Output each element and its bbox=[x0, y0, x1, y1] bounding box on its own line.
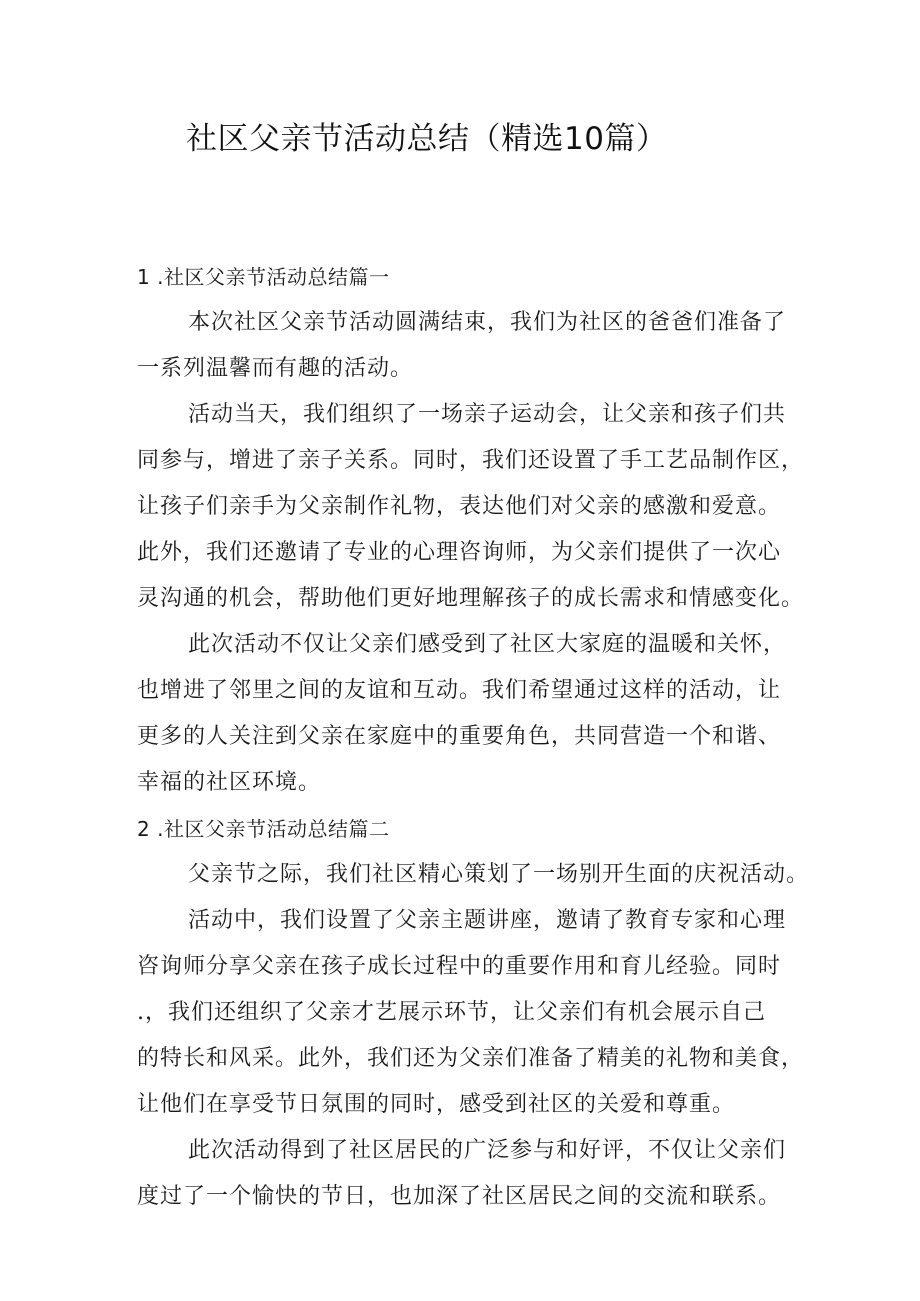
paragraph bbox=[137, 300, 789, 392]
text-line: 同参与，增进了亲子关系。同时，我们还设置了手工艺品制作区， bbox=[137, 448, 805, 473]
paragraph bbox=[137, 622, 789, 806]
text-line: 本次社区父亲节活动圆满结束，我们为社区的爸爸们准备了 bbox=[188, 310, 787, 335]
section-heading: 2 .社区父亲节活动总结篇二 bbox=[137, 817, 390, 841]
paragraph bbox=[137, 852, 810, 898]
text-line: 灵沟通的机会，帮助他们更好地理解孩子的成长需求和情感变化。 bbox=[137, 586, 805, 611]
text-line: 一系列温馨而有趣的活动。 bbox=[137, 356, 414, 381]
paragraph bbox=[137, 392, 805, 622]
text-line: 让他们在享受节日氛围的同时，感受到社区的关爱和尊重。 bbox=[137, 1092, 736, 1117]
text-line: 度过了一个愉快的节日，也加深了社区居民之间的交流和联系。 bbox=[137, 1184, 782, 1209]
paragraph bbox=[137, 1128, 789, 1220]
text-line: 父亲节之际，我们社区精心策划了一场别开生面的庆祝活动。 bbox=[188, 862, 810, 887]
text-line: 的特长和风采。此外，我们还为父亲们准备了精美的礼物和美食， bbox=[137, 1046, 805, 1071]
text-line: 也增进了邻里之间的友谊和互动。我们希望通过这样的活动，让 bbox=[137, 678, 782, 703]
text-line: 让孩子们亲手为父亲制作礼物，表达他们对父亲的感激和爱意。 bbox=[137, 494, 782, 519]
text-line: 此次活动得到了社区居民的广泛参与和好评，不仅让父亲们 bbox=[188, 1138, 787, 1163]
text-line: 幸福的社区环境。 bbox=[137, 770, 322, 795]
document-body bbox=[137, 254, 810, 1220]
text-line: 此外，我们还邀请了专业的心理咨询师，为父亲们提供了一次心 bbox=[137, 540, 782, 565]
text-line: 活动当天，我们组织了一场亲子运动会，让父亲和孩子们共 bbox=[188, 402, 787, 427]
section-heading: 1 .社区父亲节活动总结篇一 bbox=[137, 265, 390, 289]
paragraph bbox=[137, 898, 805, 1128]
text-line: 此次活动不仅让父亲们感受到了社区大家庭的温暖和关怀， bbox=[188, 632, 787, 657]
text-line: 咨询师分享父亲在孩子成长过程中的重要作用和育儿经验。同时 bbox=[137, 954, 782, 979]
page-title: 社区父亲节活动总结（精选10篇） bbox=[186, 121, 668, 157]
text-line: 更多的人关注到父亲在家庭中的重要角色，共同营造一个和谐、 bbox=[137, 724, 782, 749]
text-line: 活动中，我们设置了父亲主题讲座，邀请了教育专家和心理 bbox=[188, 908, 787, 933]
text-line: .，我们还组织了父亲才艺展示环节，让父亲们有机会展示自己 bbox=[137, 1000, 766, 1025]
